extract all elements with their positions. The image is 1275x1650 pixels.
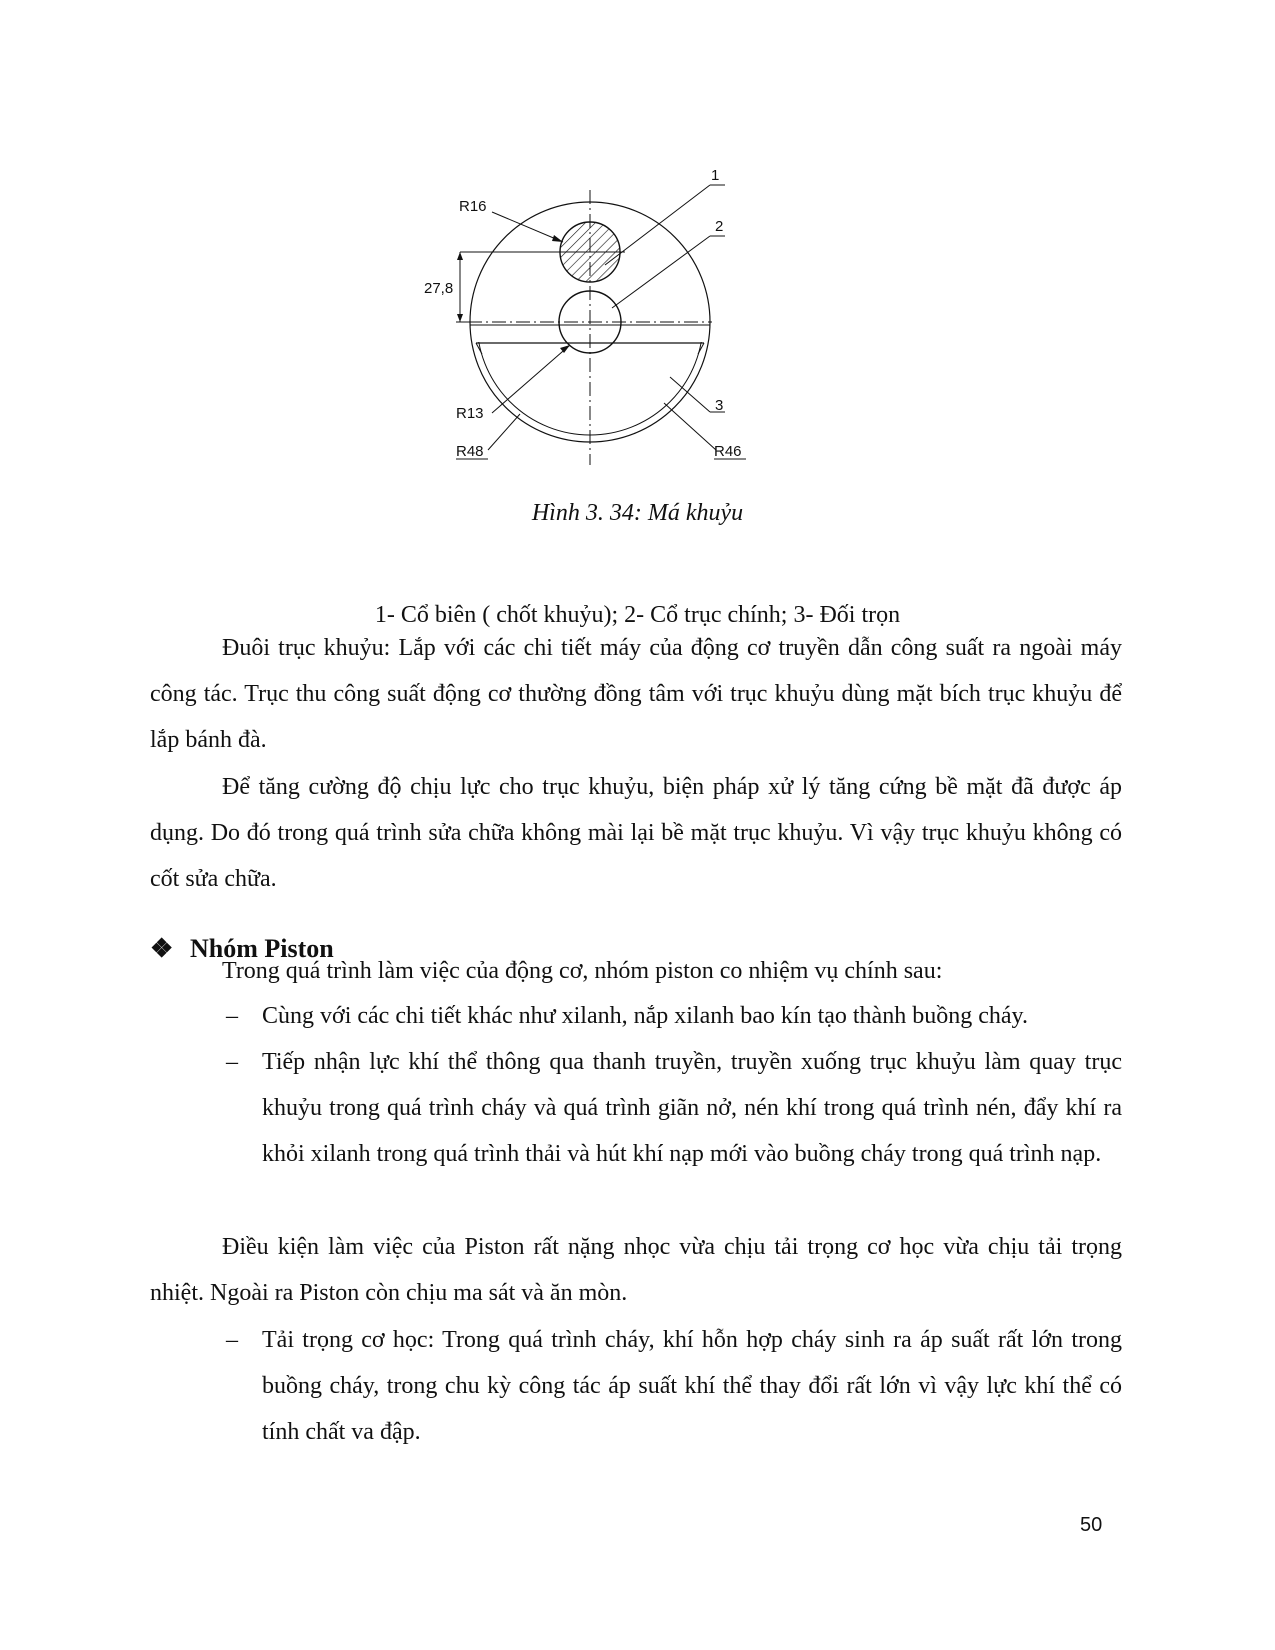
item2-leader: [612, 236, 710, 308]
r16-leader: [492, 212, 563, 242]
list-item: [226, 1039, 1122, 1177]
list-item-text: Tiếp nhận lực khí thể thông qua thanh truyền, truyền xuống trục khuỷu làm quay trục khuỷu trong quá trình cháy và quá trình giãn nở, nén khí trong quá trình nén, đẩy khí ra khỏi xilanh trong quá trình thải và hút khí nạp mới vào buồng cháy trong quá trình nạp.: [262, 1049, 1122, 1167]
label-r48: R48: [456, 443, 484, 460]
label-dimension: 27,8: [424, 280, 454, 297]
label-item2: 2: [715, 218, 724, 235]
dash-marker: –: [226, 1327, 238, 1353]
r48-leader: [488, 414, 520, 450]
r13-leader: [492, 345, 570, 413]
label-r16: R16: [459, 198, 487, 215]
label-r46: R46: [714, 443, 742, 460]
label-r13: R13: [456, 405, 484, 422]
list-item-text: Tải trọng cơ học: Trong quá trình cháy, khí hỗn hợp cháy sinh ra áp suất rất lớn trong buồng cháy, trong chu kỳ công tác áp suất khí thể thay đổi rất lớn vì vậy lực khí thể có tính chất va đập.: [262, 1327, 1122, 1445]
page-number: 50: [1080, 1514, 1103, 1536]
section-intro: Trong quá trình làm việc của động cơ, nhóm piston co nhiệm vụ chính sau:: [222, 958, 943, 984]
list-item: [226, 1317, 1122, 1455]
dash-marker: –: [226, 1049, 238, 1075]
figure-caption: Hình 3. 34: Má khuỷu: [531, 500, 744, 526]
paragraph-crank-tail: Đuôi trục khuỷu: Lắp với các chi tiết máy của động cơ truyền dẫn công suất ra ngoài máy công tác. Trục thu công suất động cơ thường đồng tâm với trục khuỷu dùng mặt bích trục khuỷu để lắp bánh đà.: [150, 635, 1122, 753]
dash-marker: –: [226, 1003, 238, 1029]
item1-leader: [605, 185, 710, 265]
crank-web-drawing: [420, 160, 780, 490]
list-item: [226, 993, 1122, 1039]
diamond-bullet-icon: ❖: [150, 934, 174, 963]
item3-leader: [670, 377, 710, 412]
paragraph-hardening: Để tăng cường độ chịu lực cho trục khuỷu, biện pháp xử lý tăng cứng bề mặt đã được áp dụng. Do đó trong quá trình sửa chữa không mài lại bề mặt trục khuỷu. Vì vậy trục khuỷu không có cốt sửa chữa.: [150, 774, 1122, 892]
label-item3: 3: [715, 397, 724, 414]
figure-legend: 1- Cổ biên ( chốt khuỷu); 2- Cổ trục chính; 3- Đối trọn: [374, 602, 901, 628]
label-item1: 1: [711, 167, 720, 184]
crank-web-figure: [420, 160, 780, 490]
section-title: Nhóm Piston: [190, 934, 334, 963]
list-item-text: Cùng với các chi tiết khác như xilanh, nắp xilanh bao kín tạo thành buồng cháy.: [262, 1003, 1028, 1029]
paragraph-conditions: Điều kiện làm việc của Piston rất nặng nhọc vừa chịu tải trọng cơ học vừa chịu tải trọng nhiệt. Ngoài ra Piston còn chịu ma sát và ăn mòn.: [150, 1234, 1122, 1306]
